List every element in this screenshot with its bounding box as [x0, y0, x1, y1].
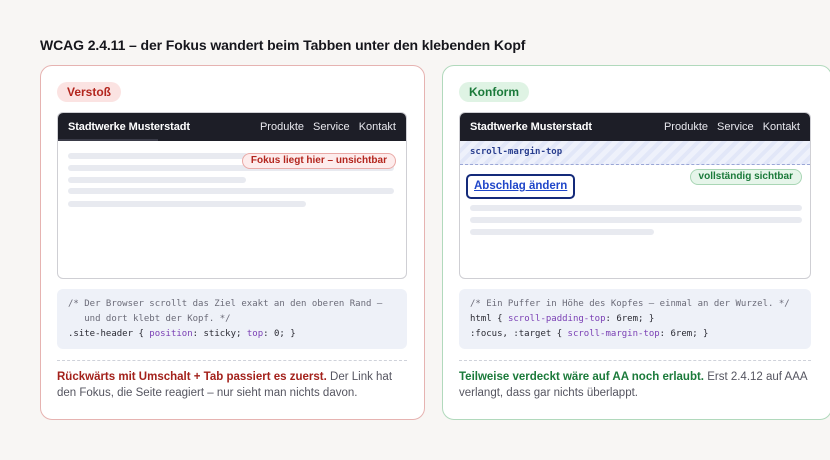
nav-item-service[interactable]: Service [717, 121, 754, 133]
focused-link-abschlag[interactable]: Abschlag ändern [466, 174, 575, 199]
code-property: top [246, 329, 264, 339]
code-value: 6rem [670, 329, 693, 339]
code-property: scroll-margin-top [567, 329, 660, 339]
code-property: position [149, 329, 193, 339]
fully-visible-tag: vollständig sichtbar [690, 169, 802, 185]
caption-lead: Teilweise verdeckt wäre auf AA noch erlaubt. [459, 371, 704, 383]
sticky-site-header [460, 113, 810, 141]
conform-badge: Konform [459, 82, 529, 102]
conform-code-snippet: /* Ein Puffer in Höhe des Kopfes – einmal an der Wurzel. */ html { scroll-padding-top: 6rem; } :focus, :target { scroll-margin-top: 6rem; } [459, 289, 811, 349]
conform-browser-mockup [459, 112, 811, 279]
sticky-site-header [58, 113, 406, 141]
nav-item-service[interactable]: Service [313, 121, 350, 133]
caption-text: Der Link hat den Fokus, die Seite reagiert – nur sieht man nichts davon. [57, 371, 393, 399]
violation-caption [57, 369, 409, 401]
content-placeholder-line [68, 201, 306, 207]
code-selector: .site-header [68, 329, 134, 339]
site-nav [664, 121, 800, 133]
divider [459, 360, 811, 361]
code-selector: :focus, :target [470, 329, 552, 339]
code-selector: html [470, 314, 492, 324]
nav-item-produkte[interactable]: Produkte [663, 121, 708, 133]
conform-card [442, 65, 830, 420]
code-comment: /* Der Browser scrollt das Ziel exakt an den oberen Rand – [68, 299, 383, 309]
code-value: sticky [203, 329, 237, 339]
caption-lead: Rückwärts mit Umschalt + Tab passiert es zuerst. [57, 371, 327, 383]
content-placeholder-line [470, 229, 654, 235]
site-brand: Stadtwerke Musterstadt [68, 121, 190, 133]
code-comment: /* Ein Puffer in Höhe des Kopfes – einmal an der Wurzel. */ [470, 299, 790, 309]
page-title: WCAG 2.4.11 – der Fokus wandert beim Tabben unter den klebenden Kopf [40, 37, 526, 53]
code-property: scroll-padding-top [507, 314, 606, 324]
obscured-focus-indicator [58, 139, 158, 141]
code-comment: und dort klebt der Kopf. */ [68, 314, 231, 324]
site-brand: Stadtwerke Musterstadt [470, 121, 592, 133]
scroll-margin-label: scroll-margin-top [470, 147, 563, 157]
conform-caption [459, 369, 811, 401]
violation-code-snippet: /* Der Browser scrollt das Ziel exakt an den oberen Rand – und dort klebt der Kopf. */ .site-header { position: sticky; top: 0; } [57, 289, 407, 349]
violation-browser-mockup [57, 112, 407, 279]
divider [57, 360, 407, 361]
violation-badge: Verstoß [57, 82, 121, 102]
nav-item-produkte[interactable]: Produkte [259, 121, 304, 133]
focus-hidden-tag: Fokus liegt hier – unsichtbar [242, 153, 396, 169]
content-placeholder-line [68, 188, 394, 194]
content-placeholder-line [470, 205, 802, 211]
code-value: 0 [273, 329, 280, 339]
content-placeholder-line [470, 217, 802, 223]
content-placeholder-line [68, 177, 246, 183]
code-value: 6rem [616, 314, 639, 324]
nav-item-kontakt[interactable]: Kontakt [358, 121, 396, 133]
nav-item-kontakt[interactable]: Kontakt [762, 121, 800, 133]
caption-text: Erst 2.4.12 auf AAA verlangt, dass gar nichts überlappt. [459, 371, 807, 399]
scroll-margin-buffer [460, 141, 810, 165]
site-nav [260, 121, 396, 133]
content-placeholder-line [68, 153, 248, 159]
violation-card [40, 65, 425, 420]
